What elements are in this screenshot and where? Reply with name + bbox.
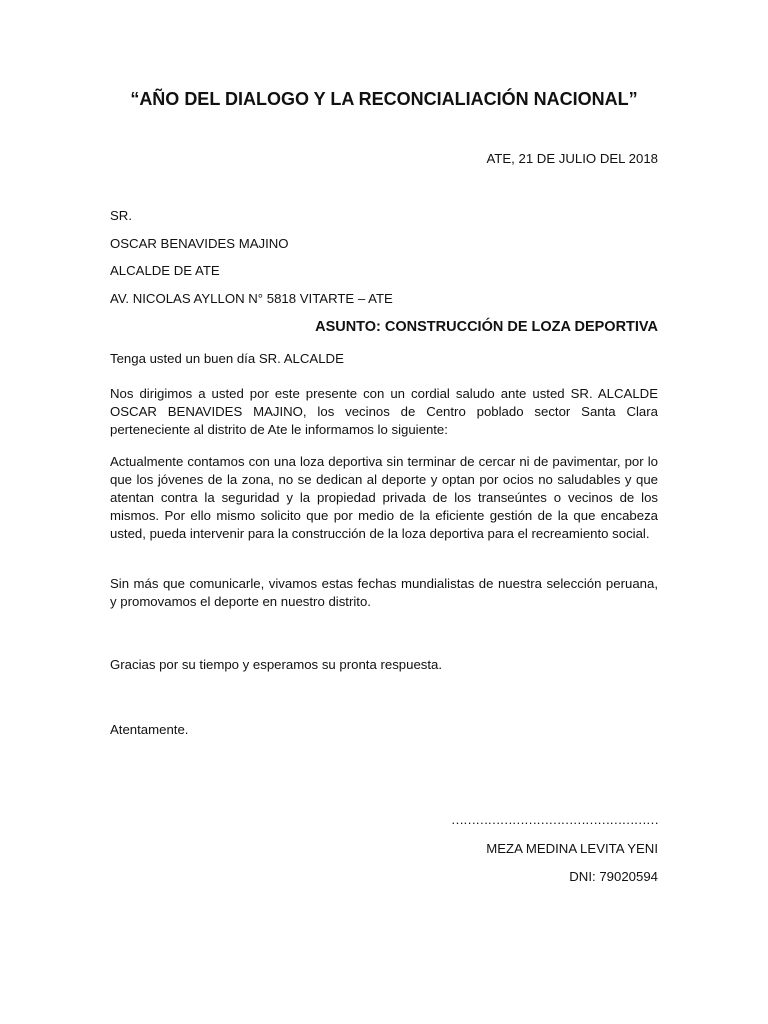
thanks-line: Gracias por su tiempo y esperamos su pronta respuesta. xyxy=(110,657,443,672)
body-paragraph-2: Actualmente contamos con una loza deportiva sin terminar de cercar ni de pavimentar, por lo que los jóvenes de la zona, no se dedican al deporte y optan por ocios no saludables y que atentan contra la seguridad y la propiedad privada de los transeúntes o vecinos de los mismos. Por ello mismo solicito que por medio de la eficiente gestión de la que encabeza usted, pueda intervenir para la construcción de la loza deportiva para el recreamiento social. xyxy=(110,454,658,541)
recipient-name: OSCAR BENAVIDES MAJINO xyxy=(110,236,289,251)
greeting: Tenga usted un buen día SR. ALCALDE xyxy=(110,351,344,366)
recipient-salutation: SR. xyxy=(110,208,132,223)
signer-name: MEZA MEDINA LEVITA YENI xyxy=(486,841,658,856)
closing-line: Atentamente. xyxy=(110,722,189,737)
body-paragraph-1: Nos dirigimos a usted por este presente con un cordial saludo ante usted SR. ALCALDE OSCAR BENAVIDES MAJINO, los vecinos de Centro poblado sector Santa Clara perteneciente al distrito de Ate le informamos lo siguiente: xyxy=(110,386,658,437)
recipient-position: ALCALDE DE ATE xyxy=(110,263,220,278)
year-title: “AÑO DEL DIALOGO Y LA RECONCIALIACIÓN NACIONAL” xyxy=(130,89,638,109)
signer-dni: DNI: 79020594 xyxy=(569,869,658,884)
subject-line: ASUNTO: CONSTRUCCIÓN DE LOZA DEPORTIVA xyxy=(315,319,658,335)
place-date: ATE, 21 DE JULIO DEL 2018 xyxy=(486,151,658,166)
signature-line: …………………………………………… xyxy=(450,812,658,827)
recipient-address: AV. NICOLAS AYLLON N° 5818 VITARTE – ATE xyxy=(110,291,393,306)
body-paragraph-3: Sin más que comunicarle, vivamos estas fechas mundialistas de nuestra selección peruana, y promovamos el deporte en nuestro distrito. xyxy=(110,576,658,609)
